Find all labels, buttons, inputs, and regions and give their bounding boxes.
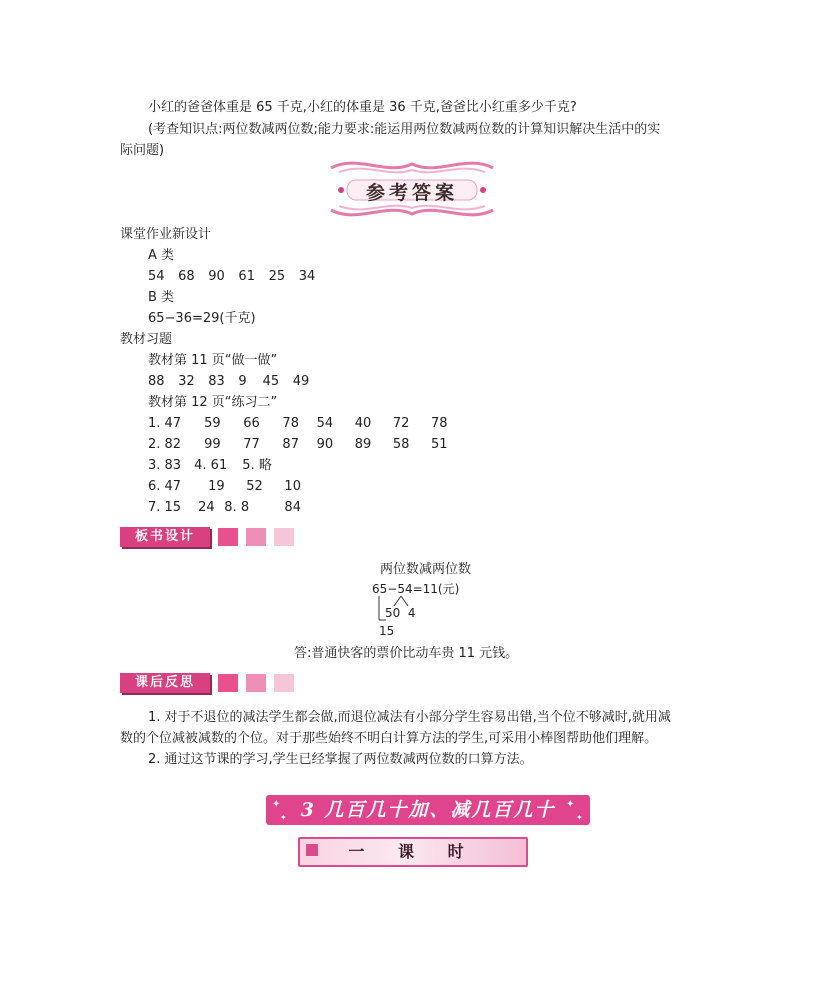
a-value: 90	[208, 269, 225, 284]
section-label: 课后反思	[120, 673, 210, 693]
problem-note-line1: (考查知识点:两位数减两位数;能力要求:能运用两位数减两位数的计算知识解决生活中的实	[148, 122, 661, 137]
svg-text:✦: ✦	[272, 799, 281, 810]
unit-banner-title: 3 几百几十加、减几百几十	[300, 799, 556, 821]
svg-text:✦: ✦	[566, 799, 575, 810]
reflection-p1-line1: 1. 对于不退位的减法学生都会做,而退位减法有小部分学生容易出错,当个位不够减时,就用减	[148, 710, 671, 725]
a-value: 68	[178, 269, 195, 284]
subtraction-diagram	[372, 580, 482, 640]
section-label: 板书设计	[120, 527, 210, 547]
p11-value: 9	[238, 374, 247, 389]
exercise-value: 87	[282, 437, 299, 452]
p11-value: 83	[208, 374, 225, 389]
exercise-value: 90	[316, 437, 334, 452]
exercise-value: 7. 15	[148, 500, 182, 515]
answer-banner	[327, 156, 497, 222]
p12-label: 教材第 12 页“练习二”	[148, 395, 278, 410]
a-value: 34	[298, 269, 316, 284]
heading-textbook: 教材习题	[120, 332, 173, 347]
exercise-2	[148, 435, 461, 455]
exercise-value: 5. 略	[242, 458, 272, 473]
board-title: 两位数减两位数	[380, 562, 472, 577]
p11-label: 教材第 11 页“做一做”	[148, 353, 278, 368]
exercise-value: 2. 82	[148, 437, 182, 452]
exercise-value: 4. 61	[194, 458, 228, 473]
decor-square	[274, 528, 294, 546]
a-value: 54	[148, 269, 165, 284]
decor-square	[246, 528, 266, 546]
diagram-partial: 15	[379, 624, 395, 638]
answer-banner-title: 参考答案	[365, 182, 458, 204]
exercise-value: 54	[316, 416, 334, 431]
board-answer: 答:普通快客的票价比动车贵 11 元钱。	[294, 646, 519, 661]
p11-values	[148, 372, 319, 392]
exercise-value: 19	[208, 479, 225, 494]
reflection-p2: 2. 通过这节课的学习,学生已经掌握了两位数减两位数的口算方法。	[148, 752, 533, 767]
exercise-value: 77	[243, 437, 260, 452]
a-label: A 类	[148, 248, 175, 263]
exercise-value: 78	[430, 416, 448, 431]
svg-text:✦: ✦	[280, 813, 287, 822]
exercise-6	[148, 477, 314, 497]
a-value: 25	[268, 269, 286, 284]
p11-value: 49	[292, 374, 310, 389]
unit-banner	[266, 795, 590, 825]
diagram-split: 50 4	[385, 606, 416, 620]
exercise-3	[148, 456, 292, 476]
exercise-value: 59	[204, 416, 221, 431]
exercise-value: 66	[243, 416, 260, 431]
exercise-value: 58	[392, 437, 410, 452]
heading-homework: 课堂作业新设计	[120, 227, 212, 242]
exercise-value: 84	[284, 500, 301, 515]
b-label: B 类	[148, 290, 175, 305]
p11-value: 88	[148, 374, 165, 389]
a-value: 61	[238, 269, 255, 284]
exercise-value: 99	[204, 437, 221, 452]
a-values	[148, 267, 325, 287]
decor-square	[218, 528, 238, 546]
exercise-value: 72	[392, 416, 410, 431]
exercise-value: 52	[246, 479, 263, 494]
exercise-value: 78	[282, 416, 299, 431]
diagram-equation: 65−54=11(元)	[372, 582, 460, 596]
exercise-value: 3. 83	[148, 458, 182, 473]
exercise-value: 51	[430, 437, 448, 452]
decor-square	[218, 674, 238, 692]
exercise-value: 8. 8	[224, 500, 250, 515]
decor-square	[274, 674, 294, 692]
b-value: 65−36=29(千克)	[148, 311, 256, 326]
lesson-banner-title: 一 课 时	[348, 842, 478, 861]
p11-value: 32	[178, 374, 195, 389]
exercise-value: 24	[198, 500, 215, 515]
problem-question: 小红的爸爸体重是 65 千克,小红的体重是 36 千克,爸爸比小红重多少千克?	[148, 100, 577, 115]
exercise-value: 89	[354, 437, 372, 452]
reflection-p1-line2: 数的个位减被减数的个位。对于那些始终不明白计算方法的学生,可采用小棒图帮助他们理解。	[120, 731, 658, 746]
svg-text:✦: ✦	[576, 813, 583, 822]
exercise-value: 10	[284, 479, 301, 494]
exercise-value: 40	[354, 416, 372, 431]
exercise-7	[148, 498, 314, 518]
decor-square	[246, 674, 266, 692]
exercise-1	[148, 414, 461, 434]
lesson-banner	[298, 837, 528, 867]
exercise-value: 1. 47	[148, 416, 182, 431]
p11-value: 45	[262, 374, 280, 389]
exercise-value: 6. 47	[148, 479, 182, 494]
problem-note-line2: 际问题)	[120, 143, 165, 158]
